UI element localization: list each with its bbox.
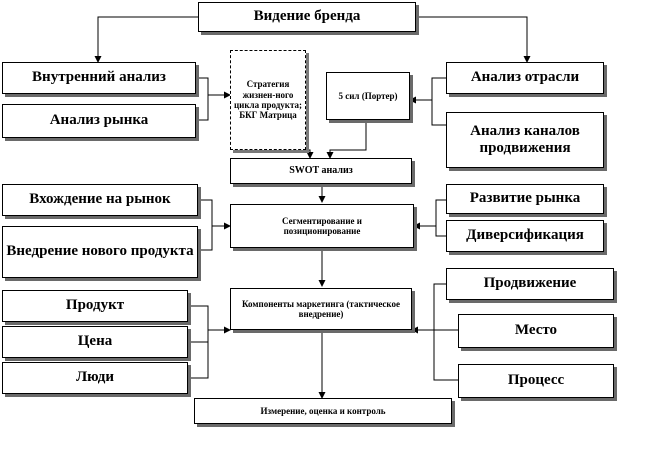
bracket-left-strategy-top xyxy=(198,200,212,226)
segmentation-label: Сегментирование и позиционирование xyxy=(282,215,362,236)
marketing-components-box xyxy=(230,288,412,330)
new-product-box xyxy=(2,226,198,278)
arrow-brand-to-industry xyxy=(416,17,527,62)
swot-box xyxy=(230,158,412,184)
promotion-label: Продвижение xyxy=(483,275,577,292)
segmentation-box xyxy=(230,204,414,248)
market-analysis-box xyxy=(2,104,196,138)
bracket-left-analysis-bottom xyxy=(196,95,208,120)
price-label: Цена xyxy=(77,333,113,350)
arrow-lifecycle-to-swot xyxy=(272,150,310,158)
people-box xyxy=(2,362,188,394)
measurement-box xyxy=(194,398,452,424)
people-label: Люди xyxy=(75,369,114,386)
market-entry-label: Вхождение на рынок xyxy=(29,191,171,208)
market-development-box xyxy=(446,184,604,214)
measurement-label: Измерение, оценка и контроль xyxy=(260,405,386,416)
marketing-components-label: Компоненты маркетинга (тактическое внедрение) xyxy=(241,298,400,319)
swot-label: SWOT анализ xyxy=(289,165,353,177)
place-box xyxy=(458,314,614,348)
industry-analysis-box xyxy=(446,62,604,94)
product-label: Продукт xyxy=(65,297,125,314)
brand-vision-label: Видение бренда xyxy=(253,8,361,25)
lifecycle-strategy-box xyxy=(230,50,306,150)
bracket-left-analysis-top xyxy=(196,78,208,95)
market-entry-box xyxy=(2,184,198,216)
lifecycle-strategy-label: Стратегия жизнен-ного цикла продукта; БКГ Матрица xyxy=(233,79,303,121)
bracket-left-strategy-bottom xyxy=(198,226,212,250)
brand-vision-box xyxy=(198,2,416,32)
new-product-label: Внедрение нового продукта xyxy=(6,243,194,260)
place-label: Место xyxy=(514,322,558,339)
bracket-right-analysis-top xyxy=(432,78,446,100)
internal-analysis-label: Внутренний анализ xyxy=(32,69,166,86)
market-analysis-label: Анализ рынка xyxy=(49,112,149,129)
industry-analysis-label: Анализ отрасли xyxy=(470,69,580,86)
bracket-right-strategy-top xyxy=(436,200,446,226)
price-box xyxy=(2,326,188,358)
process-label: Процесс xyxy=(507,372,565,389)
bracket-right-analysis-bottom xyxy=(432,100,446,125)
bracket-right-strategy-bottom xyxy=(436,226,446,236)
process-box xyxy=(458,364,614,398)
market-development-label: Развитие рынка xyxy=(469,190,581,207)
channel-analysis-label: Анализ каналов продвижения xyxy=(470,122,580,156)
arrow-brand-to-internal xyxy=(98,17,198,62)
porter-forces-box xyxy=(326,72,410,120)
diversification-label: Диверсификация xyxy=(466,227,584,244)
arrow-porter-to-swot xyxy=(330,120,366,158)
channel-analysis-box xyxy=(446,112,604,168)
promotion-box xyxy=(446,268,614,300)
porter-forces-label: 5 сил (Портер) xyxy=(338,90,398,101)
product-box xyxy=(2,290,188,322)
internal-analysis-box xyxy=(2,62,196,94)
diversification-box xyxy=(446,220,604,252)
